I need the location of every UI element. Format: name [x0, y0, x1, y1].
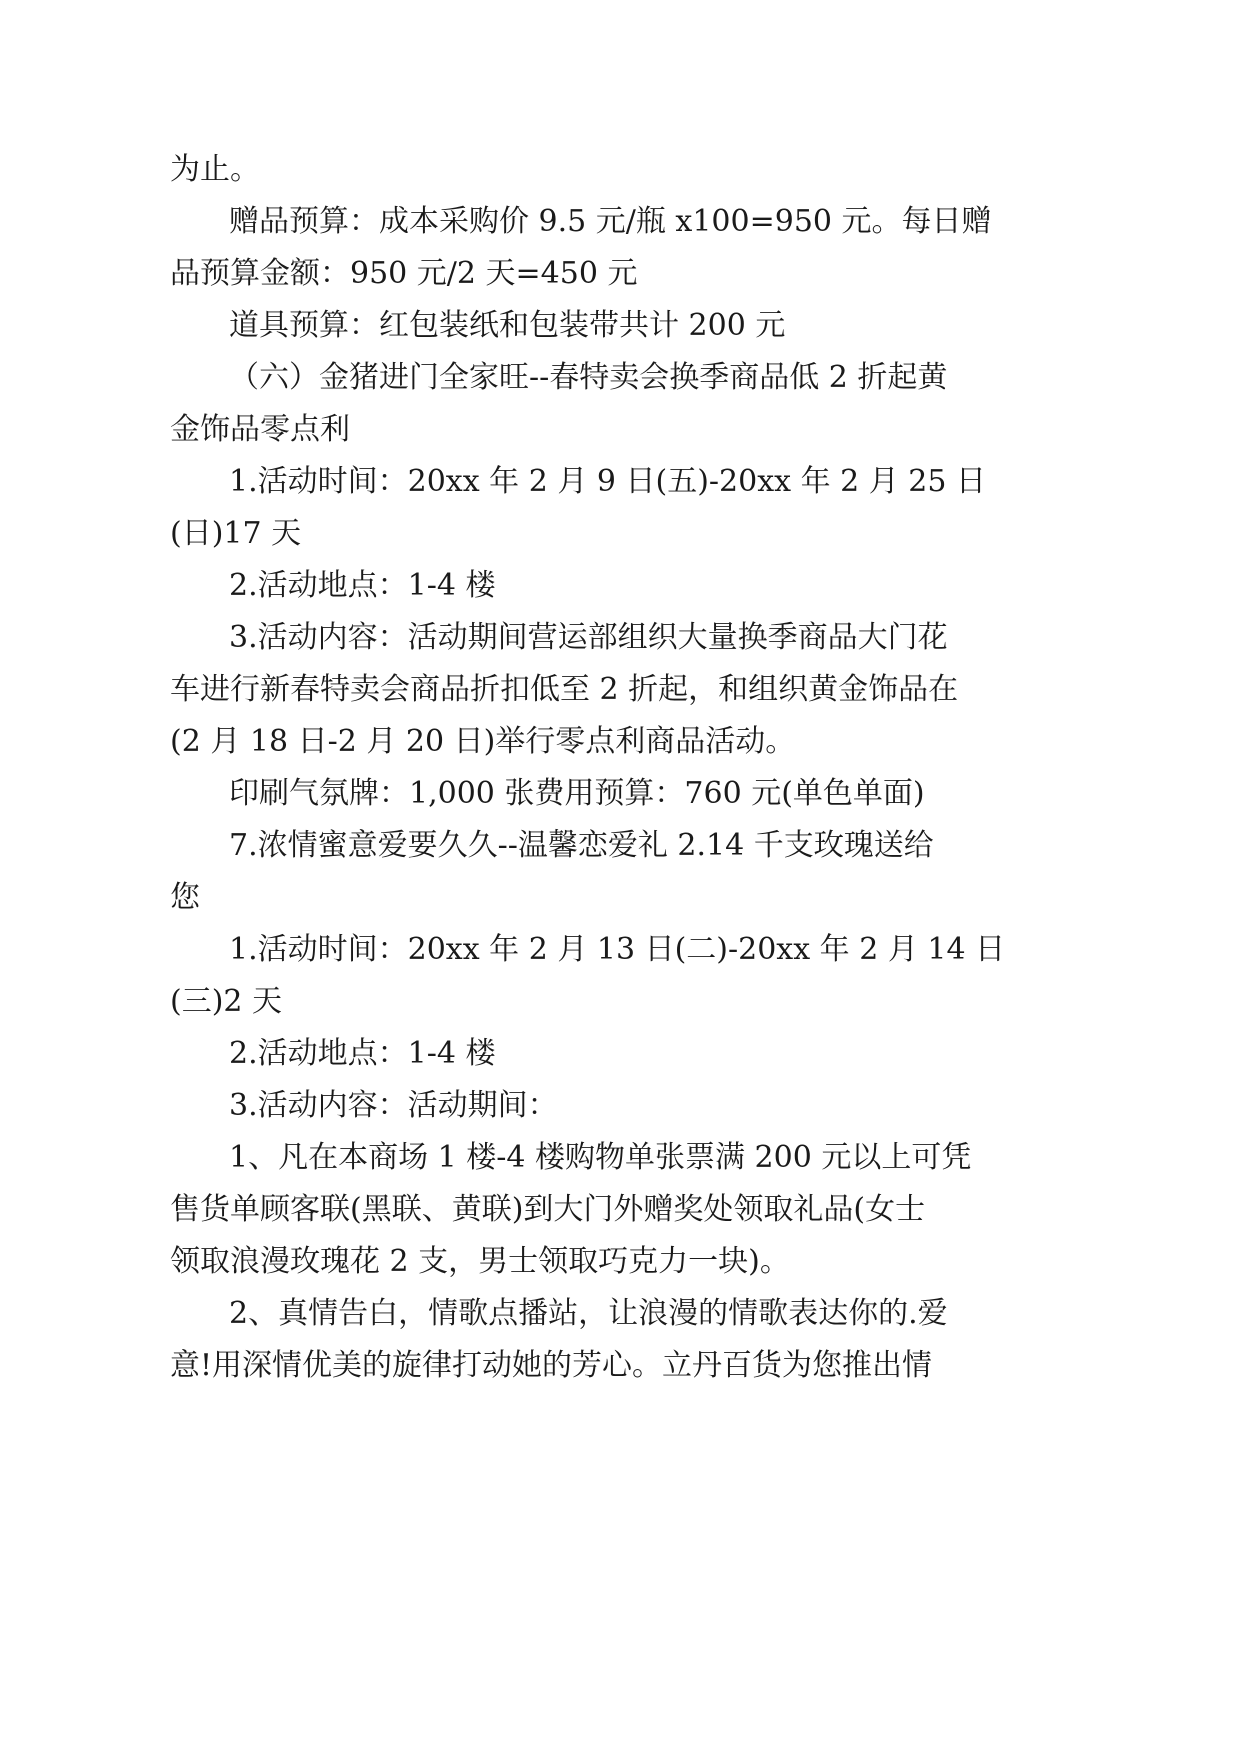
- text-line: 品预算金额：950 元/2 天=450 元: [170, 256, 638, 291]
- text-line: 2.活动地点：1-4 楼: [229, 568, 496, 603]
- text-line: 印刷气氛牌：1,000 张费用预算：760 元(单色单面): [229, 776, 925, 811]
- text-line: 1、凡在本商场 1 楼-4 楼购物单张票满 200 元以上可凭: [229, 1140, 972, 1175]
- text-line: 3.活动内容：活动期间营运部组织大量换季商品大门花: [229, 620, 948, 655]
- text-line: 车进行新春特卖会商品折扣低至 2 折起，和组织黄金饰品在: [170, 672, 959, 707]
- text-line: 2.活动地点：1-4 楼: [229, 1036, 496, 1071]
- text-line: 1.活动时间：20xx 年 2 月 9 日(五)-20xx 年 2 月 25 日: [229, 464, 986, 499]
- text-line: 道具预算：红包装纸和包装带共计 200 元: [229, 308, 786, 343]
- text-line: 1.活动时间：20xx 年 2 月 13 日(二)-20xx 年 2 月 14 日: [229, 932, 1006, 967]
- text-line: 为止。: [170, 152, 260, 187]
- text-line: 赠品预算：成本采购价 9.5 元/瓶 x100=950 元。每日赠: [229, 204, 992, 239]
- text-line: (三)2 天: [170, 984, 283, 1019]
- text-line: 领取浪漫玫瑰花 2 支，男士领取巧克力一块)。: [170, 1244, 790, 1279]
- text-line: 3.活动内容：活动期间：: [229, 1088, 558, 1123]
- text-line: 金饰品零点利: [170, 412, 350, 447]
- text-line: 意!用深情优美的旋律打动她的芳心。立丹百货为您推出情: [170, 1348, 933, 1383]
- text-line: 2、真情告白，情歌点播站，让浪漫的情歌表达你的.爱: [229, 1296, 948, 1331]
- text-line: (日)17 天: [170, 516, 302, 551]
- text-line: 7.浓情蜜意爱要久久--温馨恋爱礼 2.14 千支玫瑰送给: [229, 828, 934, 863]
- text-line: 售货单顾客联(黑联、黄联)到大门外赠奖处领取礼品(女士: [170, 1192, 926, 1227]
- text-line: 您: [170, 880, 200, 915]
- text-line: （六）金猪进门全家旺--春特卖会换季商品低 2 折起黄: [229, 360, 948, 395]
- text-line: (2 月 18 日-2 月 20 日)举行零点利商品活动。: [170, 724, 796, 759]
